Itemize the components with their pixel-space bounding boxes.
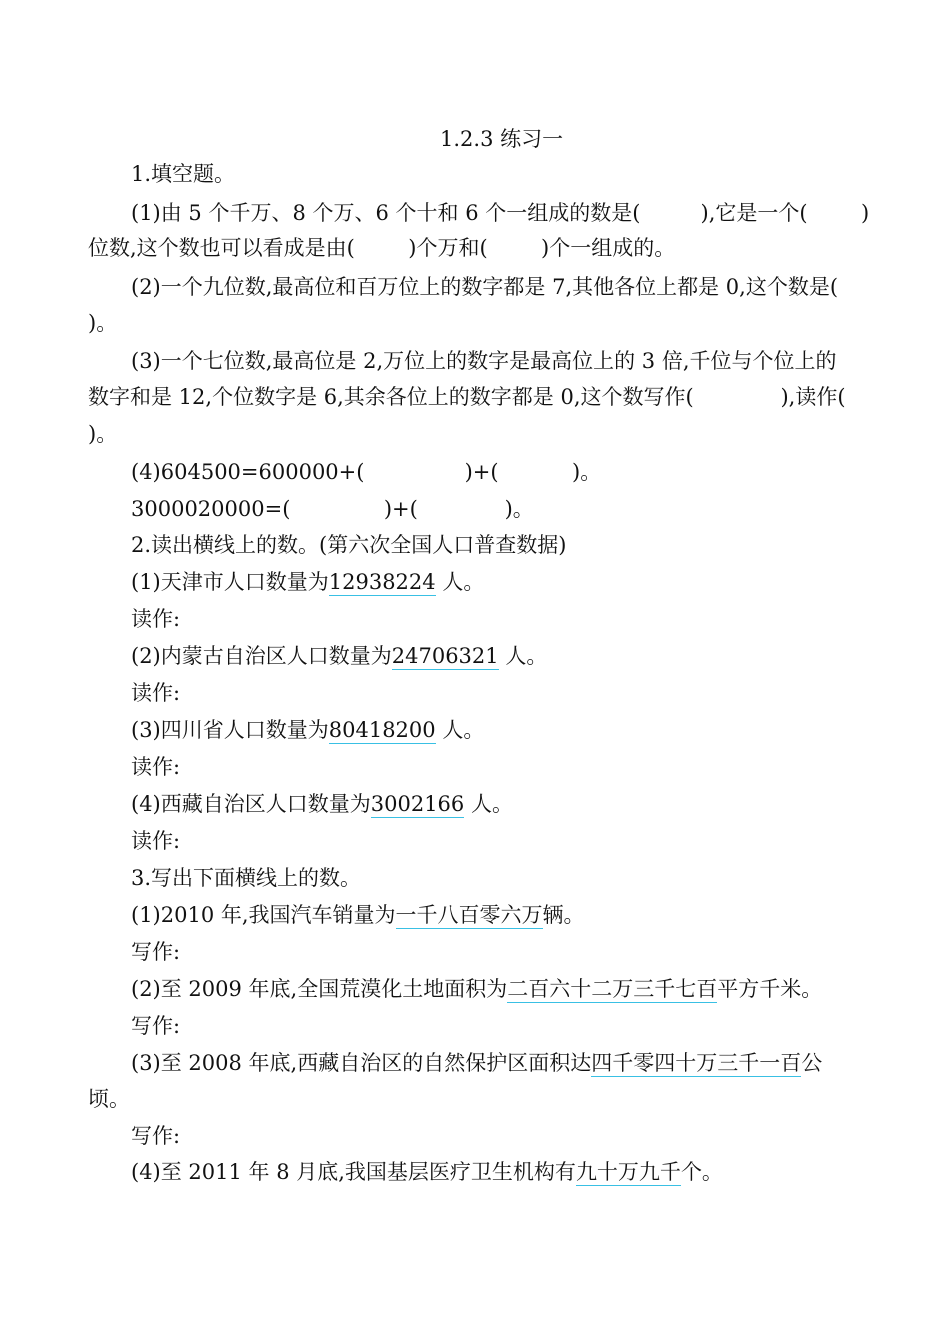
item-prefix: (4)至 2011 年 8 月底,我国基层医疗卫生机构有	[131, 1160, 576, 1184]
q3-item	[131, 974, 822, 1004]
q2-item	[131, 789, 513, 819]
item-suffix: 公	[801, 1051, 823, 1075]
q3-item	[131, 1157, 723, 1187]
page-title: 1.2.3 练习一	[440, 127, 564, 151]
item-prefix: (1)天津市人口数量为	[131, 570, 329, 594]
q3-item	[131, 900, 585, 930]
item-prefix: (3)四川省人口数量为	[131, 718, 329, 742]
answer-label: 读作:	[131, 829, 181, 853]
item-prefix: (3)至 2008 年底,西藏自治区的自然保护区面积达	[131, 1051, 592, 1075]
q1-p3-line2: 数字和是 12,个位数字是 6,其余各位上的数字都是 0,这个数写作( ),读作(	[88, 385, 846, 409]
item-suffix: 人。	[442, 570, 485, 594]
answer-label: 读作:	[131, 607, 181, 631]
item-prefix: (2)至 2009 年底,全国荒漠化土地面积为	[131, 977, 508, 1001]
q3-heading: 3.写出下面横线上的数。	[131, 866, 362, 890]
answer-label: 写作:	[131, 1014, 181, 1038]
answer-label: 写作:	[131, 940, 181, 964]
q2-item	[131, 567, 484, 597]
q1-p3-line3: )。	[88, 422, 118, 446]
underlined-number: 二百六十二万三千七百	[507, 977, 718, 1001]
underlined-number: 四千零四十万三千一百	[591, 1051, 802, 1075]
q3-item	[131, 1048, 822, 1078]
q1-p4-line1: (4)604500=600000+( )+( )。	[131, 460, 602, 484]
item-suffix: 辆。	[542, 903, 585, 927]
q1-p1-line1: (1)由 5 个千万、8 个万、6 个十和 6 个一组成的数是( ),它是一个( )	[131, 201, 870, 225]
q1-p3-line1: (3)一个七位数,最高位是 2,万位上的数字是最高位上的 3 倍,千位与个位上的	[131, 349, 837, 373]
underlined-number: 80418200	[328, 718, 436, 742]
underlined-number: 24706321	[391, 644, 499, 668]
q1-p4-line2: 3000020000=( )+( )。	[131, 497, 534, 521]
q1-heading: 1.填空题。	[131, 162, 236, 186]
q3-item-continuation: 顷。	[88, 1087, 130, 1111]
answer-label: 读作:	[131, 755, 181, 779]
q2-heading: 2.读出横线上的数。(第六次全国人口普查数据)	[131, 533, 567, 557]
item-prefix: (1)2010 年,我国汽车销量为	[131, 903, 396, 927]
item-prefix: (4)西藏自治区人口数量为	[131, 792, 371, 816]
item-prefix: (2)内蒙古自治区人口数量为	[131, 644, 392, 668]
item-suffix: 平方千米。	[717, 977, 823, 1001]
q1-p1-line2: 位数,这个数也可以看成是由( )个万和( )个一组成的。	[88, 236, 676, 260]
underlined-number: 12938224	[328, 570, 436, 594]
underlined-number: 一千八百零六万	[395, 903, 543, 927]
q1-p2-line2: )。	[88, 311, 118, 335]
answer-label: 读作:	[131, 681, 181, 705]
item-suffix: 人。	[442, 718, 485, 742]
answer-label: 写作:	[131, 1124, 181, 1148]
underlined-number: 3002166	[370, 792, 465, 816]
underlined-number: 九十万九千	[575, 1160, 681, 1184]
q2-item	[131, 715, 484, 745]
item-suffix: 人。	[505, 644, 548, 668]
item-suffix: 人。	[470, 792, 513, 816]
q1-p2-line1: (2)一个九位数,最高位和百万位上的数字都是 7,其他各位上都是 0,这个数是(	[131, 275, 839, 299]
item-suffix: 个。	[680, 1160, 723, 1184]
q2-item	[131, 641, 547, 671]
